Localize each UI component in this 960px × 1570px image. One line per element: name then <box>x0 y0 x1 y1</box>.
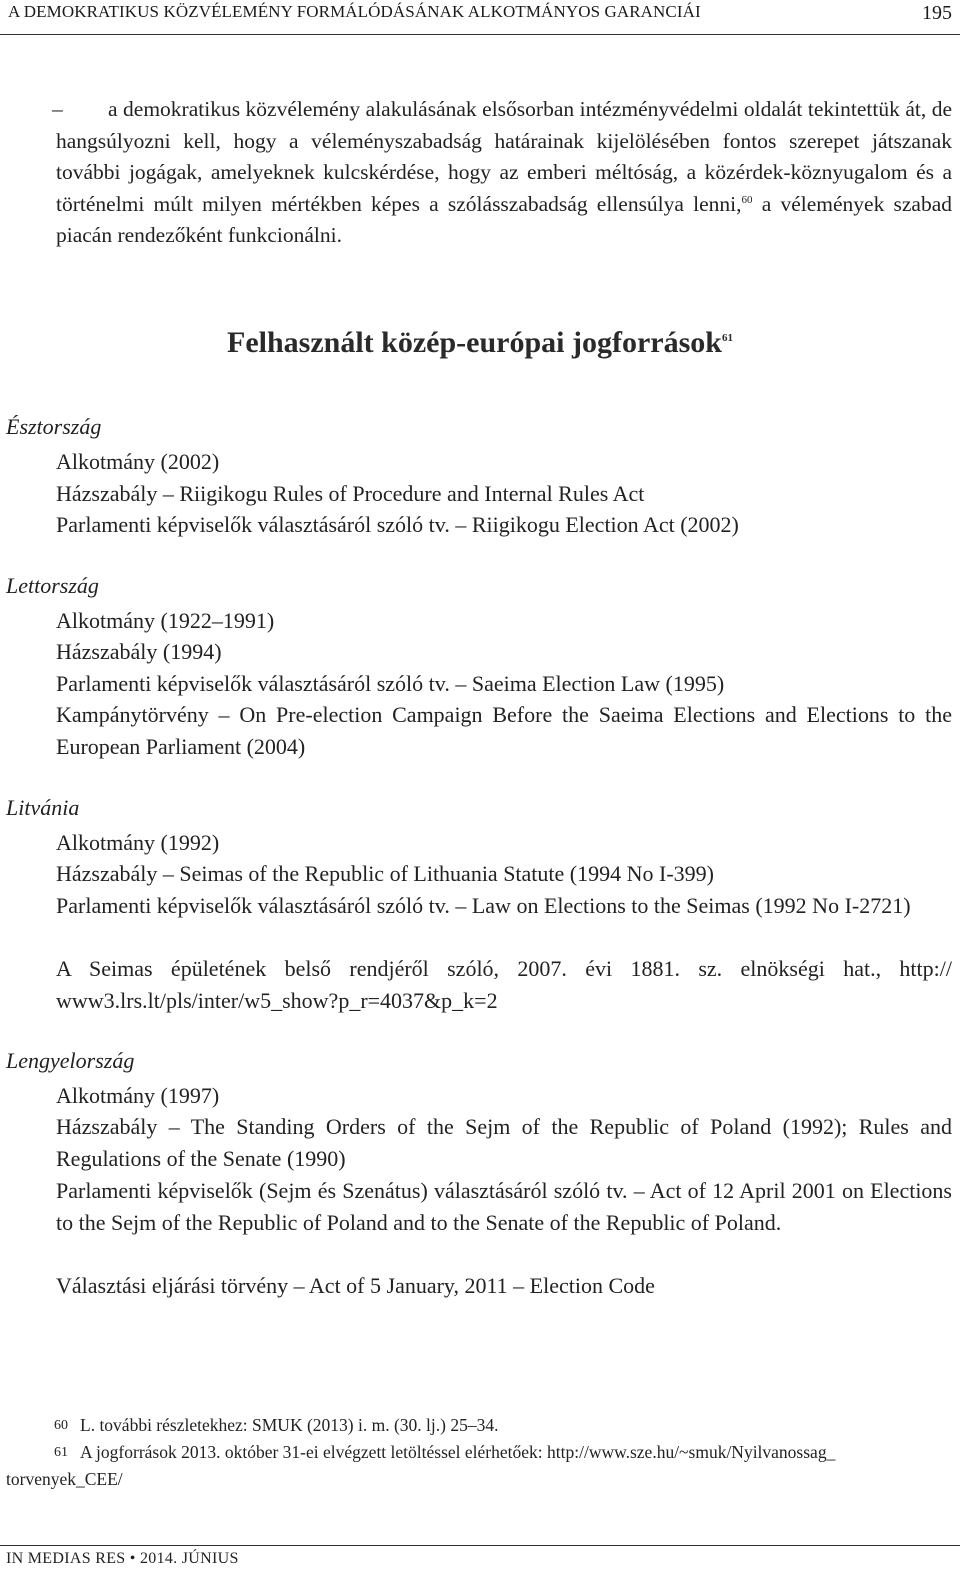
footnote-text[interactable]: A jogforrások 2013. október 31-ei elvégzett letöltéssel elérhetőek: http://www.sze.hu/~smuk/Nyilvanossag_ <box>80 1442 836 1462</box>
list-item: Alkotmány (1992) <box>56 830 220 855</box>
section-title: Felhasznált közép-európai jogforrások$^{61}$ <box>227 326 733 359</box>
running-title: A DEMOKRATIKUS KÖZVÉLEMÉNY FORMÁLÓDÁSÁNAK ALKOTMÁNYOS GARANCIÁI <box>8 2 701 21</box>
journal-name: IN MEDIAS RES • 2014. JÚNIUS <box>6 1550 239 1567</box>
footnote-ref-60[interactable]: 60 <box>741 193 753 206</box>
list-item: Parlamenti képviselők választásáról szóló tv. – Saeima Election Law (1995) <box>56 671 725 696</box>
footnote-number: 61 <box>54 1445 68 1460</box>
page-footer <box>0 1545 960 1570</box>
running-header <box>0 0 960 35</box>
footnote-text: L. további részletekhez: SMUK (2013) i. m. (30. lj.) 25–34. <box>80 1415 499 1435</box>
list-item: Kampánytörvény – On Pre-election Campaign Before the Saeima Elections and Elections to the European Parliament (2004) <box>56 702 952 759</box>
footnote-ref-61[interactable]: 61 <box>721 332 733 344</box>
country-heading: Litvánia <box>6 795 80 820</box>
intro-paragraph <box>52 94 953 252</box>
list-item: Házszabály – Riigikogu Rules of Procedure and Internal Rules Act <box>56 481 645 506</box>
list-item: A Seimas épületének belső rendjéről szóló, 2007. évi 1881. sz. elnökségi hat., http:// www3.lrs.lt/pls/inter/w5_show?p_r=4037&p_k=2 <box>56 956 952 1013</box>
page-number: 195 <box>922 2 952 24</box>
list-item: Alkotmány (2002) <box>56 449 220 474</box>
list-item: Házszabály (1994) <box>56 639 222 664</box>
country-heading: Észtország <box>6 414 102 439</box>
list-item: Parlamenti képviselők (Sejm és Szenátus) választásáról szóló tv. – Act of 12 April 2001 on Elections to the Sejm of the Republic of Poland and to the Senate of the Republic of Poland. <box>56 1178 952 1235</box>
list-item: Választási eljárási törvény – Act of 5 January, 2011 – Election Code <box>56 1273 655 1298</box>
list-item: Parlamenti képviselők választásáról szóló tv. – Riigikogu Election Act (2002) <box>56 512 739 537</box>
footnote-60 <box>54 1412 954 1439</box>
list-item: Házszabály – Seimas of the Republic of Lithuania Statute (1994 No I-399) <box>56 861 714 886</box>
footnote-61 <box>54 1439 954 1466</box>
footnote-number: 60 <box>54 1418 68 1433</box>
intro-text: a demokratikus közvélemény alakulásának elsősorban intézményvédelmi oldalát tekintettük át, de hangsúlyozni kell, hogy a véleményszabadság határainak kijelölésében fontos szerepet játszanak további jogágak, amelyeknek kulcskérdése, hogy az emberi méltóság, a közérdek-köznyugalom és a történelmi múlt milyen mértékben képes a szólásszabadság ellensúlya lenni, <box>56 97 952 216</box>
list-item: Parlamenti képviselők választásáról szóló tv. – Law on Elections to the Seimas (1992 No I-2721) <box>56 893 911 918</box>
list-dash: – <box>52 97 63 121</box>
country-heading: Lengyelország <box>6 1048 135 1073</box>
footnote-continuation[interactable]: torvenyek_CEE/ <box>6 1469 123 1489</box>
country-heading: Lettország <box>6 573 99 598</box>
list-item: Alkotmány (1922–1991) <box>56 608 275 633</box>
intro-text-end: a vélemények szabad piacán rendezőként funkcionálni. <box>56 191 953 247</box>
list-item: Alkotmány (1997) <box>56 1083 220 1108</box>
list-item: Házszabály – The Standing Orders of the Sejm of the Republic of Poland (1992); Rules and Regulations of the Senate (1990) <box>56 1114 952 1171</box>
